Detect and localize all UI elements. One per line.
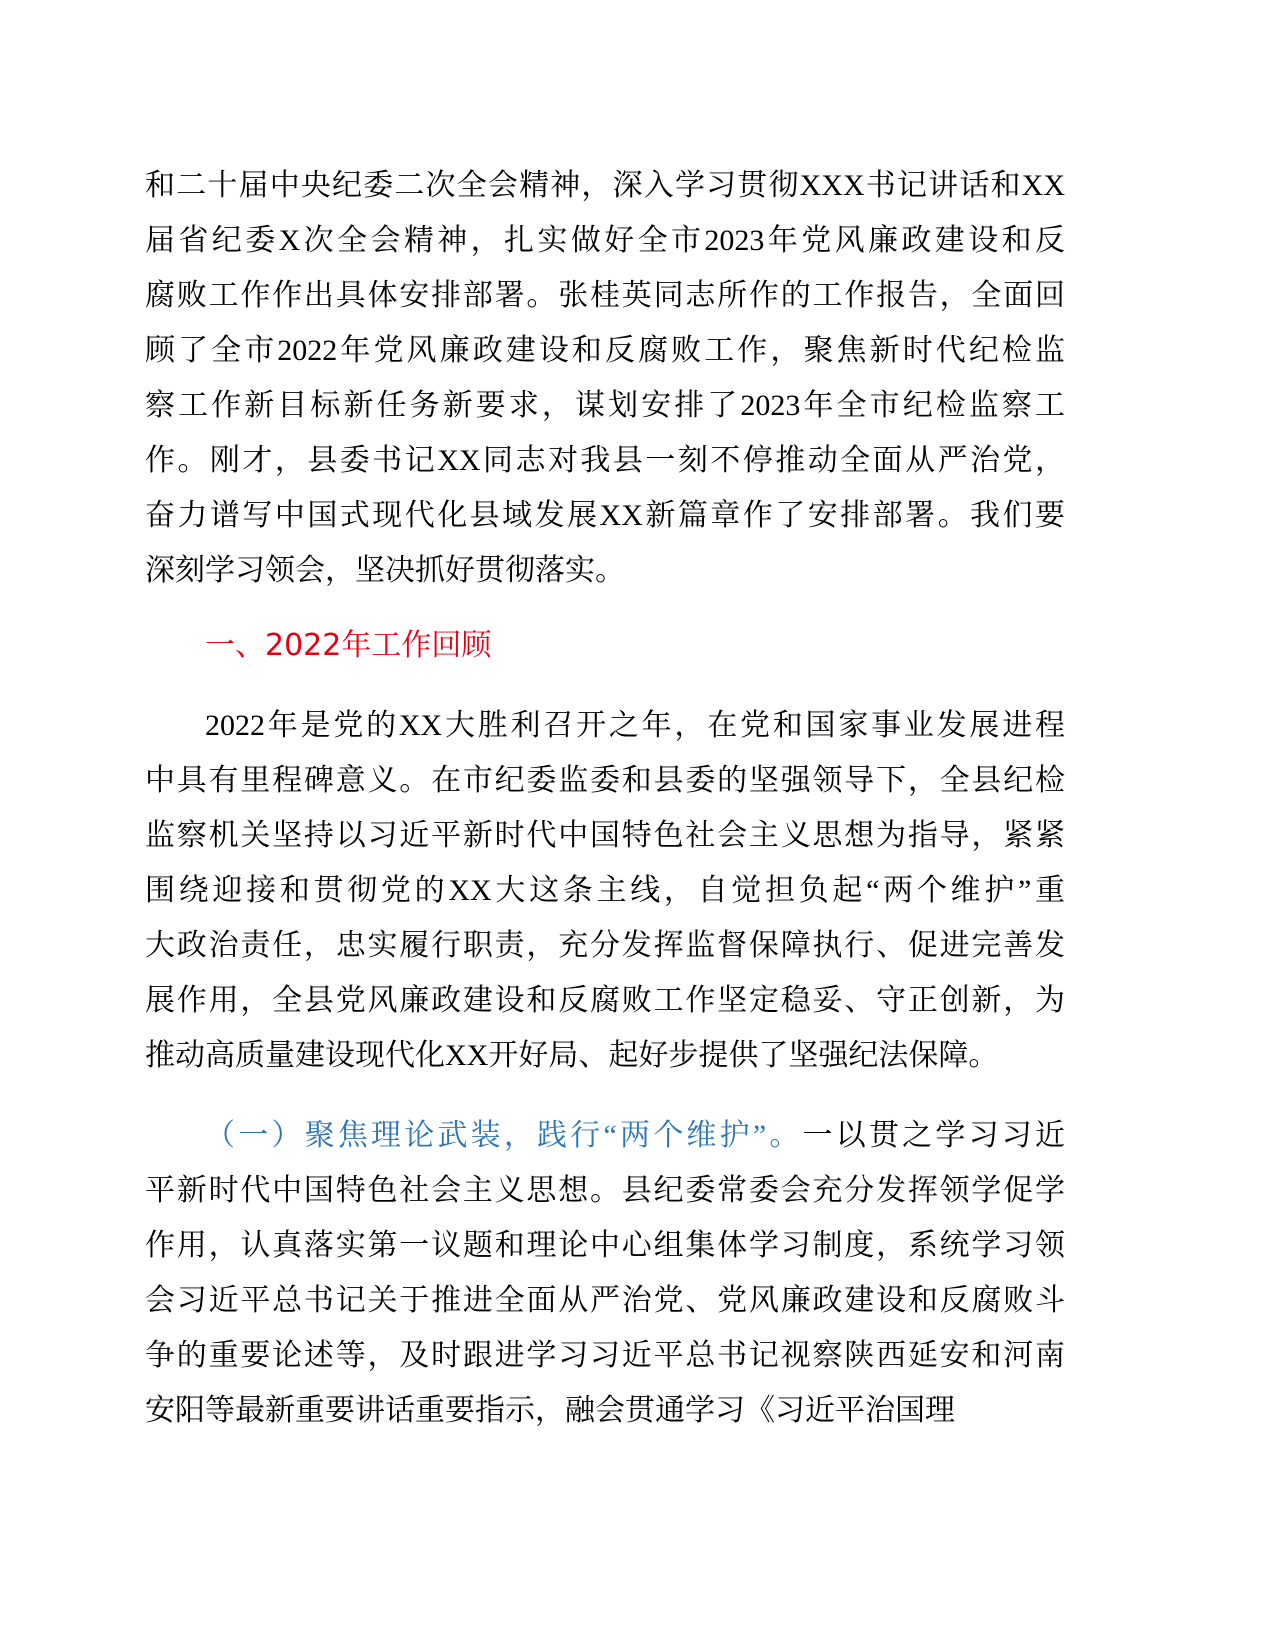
text-line: 和二十届中央纪委二次全会精神，深入学习贯彻XXX书记讲话和XX <box>145 169 1065 202</box>
text-line: 监察机关坚持以习近平新时代中国特色社会主义思想为指导，紧紧 <box>145 819 1065 852</box>
text-line: 会习近平总书记关于推进全面从严治党、党风廉政建设和反腐败斗 <box>145 1284 1065 1317</box>
text-line: 平新时代中国特色社会主义思想。县纪委常委会充分发挥领学促学 <box>145 1174 1065 1207</box>
text-line: 腐败工作作出具体安排部署。张桂英同志所作的工作报告，全面回 <box>145 279 1065 312</box>
text-line: 围绕迎接和贯彻党的XX大这条主线，自觉担负起“两个维护”重 <box>145 874 1065 907</box>
text-line: 届省纪委X次全会精神，扎实做好全市2023年党风廉政建设和反 <box>145 224 1065 257</box>
text-line: 争的重要论述等，及时跟进学习习近平总书记视察陕西延安和河南 <box>145 1339 1065 1372</box>
text-line: 推动高质量建设现代化XX开好局、起好步提供了坚强纪法保障。 <box>145 1039 999 1072</box>
text-line: 察工作新目标新任务新要求，谋划安排了2023年全市纪检监察工 <box>145 389 1065 422</box>
text-line: 中具有里程碑意义。在市纪委监委和县委的坚强领导下，全县纪检 <box>145 764 1065 797</box>
subsection-paragraph <box>145 1108 1065 1438</box>
text-line: 安阳等最新重要讲话重要指示，融会贯通学习《习近平治国理 <box>145 1394 955 1427</box>
review-paragraph <box>145 698 1065 1083</box>
text-line: 奋力谱写中国式现代化县域发展XX新篇章作了安排部署。我们要 <box>145 499 1065 532</box>
section-heading: 一、2022年工作回顾 <box>205 628 492 663</box>
text-line <box>145 1108 1065 1163</box>
text-line: 展作用，全县党风廉政建设和反腐败工作坚定稳妥、守正创新，为 <box>145 984 1065 1017</box>
intro-paragraph <box>145 158 1065 598</box>
document-body <box>145 158 1065 1438</box>
subsection-text-start: 一以贯之学习习近 <box>802 1119 1065 1152</box>
text-line: 作用，认真落实第一议题和理论中心组集体学习制度，系统学习领 <box>145 1229 1065 1262</box>
text-line: 大政治责任，忠实履行职责，充分发挥监督保障执行、促进完善发 <box>145 929 1065 962</box>
text-line: 作。刚才，县委书记XX同志对我县一刻不停推动全面从严治党， <box>145 444 1065 477</box>
text-line: 2022年是党的XX大胜利召开之年，在党和国家事业发展进程 <box>205 709 1065 742</box>
text-line: 深刻学习领会，坚决抓好贯彻落实。 <box>145 554 625 587</box>
text-line: 顾了全市2022年党风廉政建设和反腐败工作，聚焦新时代纪检监 <box>145 334 1065 367</box>
subsection-title: （一）聚焦理论武装，践行“两个维护”。 <box>205 1119 803 1152</box>
